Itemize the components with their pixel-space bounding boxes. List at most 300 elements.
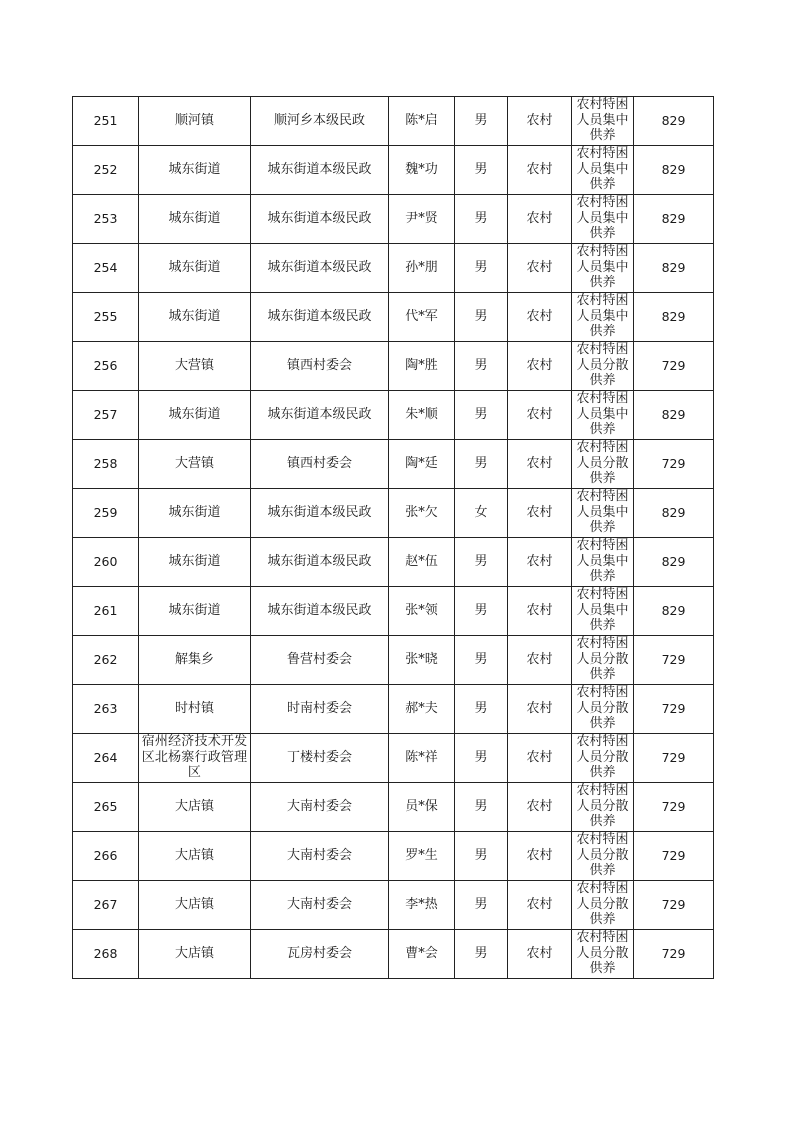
person-name-cell	[389, 293, 455, 342]
relief-type-cell	[572, 587, 634, 636]
area-type-cell	[508, 832, 572, 881]
person-name-cell	[389, 587, 455, 636]
gender-text: 男	[474, 946, 488, 961]
area-type-text: 农村	[526, 701, 553, 716]
area-type-text: 农村	[526, 456, 553, 471]
township-cell	[139, 440, 251, 489]
area-type-cell	[508, 734, 572, 783]
person-name-cell	[389, 685, 455, 734]
person-name-cell	[389, 146, 455, 195]
table-row	[73, 832, 714, 881]
area-type-text: 农村	[526, 554, 553, 569]
township-cell	[139, 636, 251, 685]
relief-type-cell	[572, 146, 634, 195]
relief-type-text: 农村特困人员分散供养	[576, 440, 629, 486]
village-committee-cell	[251, 244, 389, 293]
gender-text: 男	[474, 211, 488, 226]
person-name-cell	[389, 440, 455, 489]
area-type-cell	[508, 342, 572, 391]
relief-type-text: 农村特困人员集中供养	[576, 391, 629, 437]
row-number-cell	[73, 195, 139, 244]
gender-cell	[455, 636, 508, 685]
village-committee-text: 镇西村委会	[286, 456, 352, 471]
relief-type-cell	[572, 832, 634, 881]
row-number-text: 259	[93, 505, 118, 520]
township-text: 城东街道	[168, 309, 221, 324]
township-cell	[139, 930, 251, 979]
amount-text: 829	[661, 603, 686, 618]
row-number-cell	[73, 293, 139, 342]
amount-cell	[634, 195, 714, 244]
gender-cell	[455, 440, 508, 489]
person-name-cell	[389, 538, 455, 587]
row-number-text: 266	[93, 848, 118, 863]
amount-text: 829	[661, 505, 686, 520]
gender-text: 男	[474, 603, 488, 618]
gender-cell	[455, 881, 508, 930]
row-number-text: 261	[93, 603, 118, 618]
person-name-cell	[389, 195, 455, 244]
table-row	[73, 293, 714, 342]
village-committee-cell	[251, 587, 389, 636]
village-committee-cell	[251, 636, 389, 685]
gender-cell	[455, 734, 508, 783]
row-number-text: 268	[93, 946, 118, 961]
area-type-cell	[508, 538, 572, 587]
township-text: 城东街道	[168, 407, 221, 422]
amount-text: 729	[661, 652, 686, 667]
township-cell	[139, 195, 251, 244]
table-row	[73, 685, 714, 734]
amount-text: 729	[661, 946, 686, 961]
table-body	[73, 97, 714, 979]
village-committee-cell	[251, 342, 389, 391]
person-name-cell	[389, 881, 455, 930]
row-number-cell	[73, 440, 139, 489]
row-number-text: 252	[93, 162, 118, 177]
relief-type-cell	[572, 538, 634, 587]
row-number-cell	[73, 832, 139, 881]
row-number-text: 255	[93, 309, 118, 324]
village-committee-cell	[251, 832, 389, 881]
village-committee-text: 城东街道本级民政	[267, 162, 372, 177]
gender-cell	[455, 489, 508, 538]
amount-cell	[634, 440, 714, 489]
row-number-cell	[73, 930, 139, 979]
relief-type-cell	[572, 636, 634, 685]
area-type-cell	[508, 391, 572, 440]
person-name-cell	[389, 489, 455, 538]
township-text: 城东街道	[168, 554, 221, 569]
person-name-text: 陶*胜	[405, 358, 438, 373]
area-type-cell	[508, 489, 572, 538]
area-type-text: 农村	[526, 848, 553, 863]
gender-cell	[455, 146, 508, 195]
village-committee-text: 大南村委会	[286, 848, 352, 863]
area-type-text: 农村	[526, 211, 553, 226]
gender-cell	[455, 930, 508, 979]
gender-text: 男	[474, 848, 488, 863]
person-name-text: 孙*朋	[405, 260, 438, 275]
row-number-cell	[73, 489, 139, 538]
amount-cell	[634, 342, 714, 391]
amount-cell	[634, 293, 714, 342]
township-cell	[139, 489, 251, 538]
gender-cell	[455, 391, 508, 440]
gender-cell	[455, 342, 508, 391]
relief-type-cell	[572, 440, 634, 489]
table-row	[73, 440, 714, 489]
row-number-cell	[73, 538, 139, 587]
area-type-cell	[508, 244, 572, 293]
township-text: 城东街道	[168, 162, 221, 177]
amount-text: 829	[661, 162, 686, 177]
village-committee-cell	[251, 930, 389, 979]
township-cell	[139, 734, 251, 783]
row-number-text: 251	[93, 113, 118, 128]
person-name-text: 曹*会	[405, 946, 438, 961]
row-number-text: 263	[93, 701, 118, 716]
relief-type-cell	[572, 734, 634, 783]
area-type-cell	[508, 685, 572, 734]
amount-text: 729	[661, 701, 686, 716]
row-number-cell	[73, 783, 139, 832]
amount-text: 829	[661, 407, 686, 422]
amount-cell	[634, 685, 714, 734]
village-committee-text: 城东街道本级民政	[267, 309, 372, 324]
person-name-text: 张*晓	[405, 652, 438, 667]
row-number-text: 256	[93, 358, 118, 373]
township-cell	[139, 97, 251, 146]
person-name-text: 郝*夫	[405, 701, 438, 716]
relief-type-cell	[572, 881, 634, 930]
table-row	[73, 391, 714, 440]
village-committee-text: 城东街道本级民政	[267, 554, 372, 569]
township-text: 城东街道	[168, 260, 221, 275]
amount-text: 729	[661, 456, 686, 471]
township-cell	[139, 342, 251, 391]
township-text: 大营镇	[174, 358, 214, 373]
amount-cell	[634, 489, 714, 538]
village-committee-text: 城东街道本级民政	[267, 260, 372, 275]
township-text: 顺河镇	[174, 113, 214, 128]
row-number-text: 260	[93, 554, 118, 569]
gender-cell	[455, 538, 508, 587]
village-committee-cell	[251, 195, 389, 244]
area-type-cell	[508, 440, 572, 489]
row-number-cell	[73, 146, 139, 195]
township-cell	[139, 587, 251, 636]
person-name-text: 魏*功	[405, 162, 438, 177]
relief-type-text: 农村特困人员集中供养	[576, 293, 629, 339]
village-committee-cell	[251, 440, 389, 489]
gender-text: 男	[474, 113, 488, 128]
village-committee-text: 城东街道本级民政	[267, 603, 372, 618]
village-committee-cell	[251, 97, 389, 146]
area-type-text: 农村	[526, 309, 553, 324]
amount-cell	[634, 881, 714, 930]
village-committee-cell	[251, 734, 389, 783]
amount-cell	[634, 783, 714, 832]
amount-text: 829	[661, 211, 686, 226]
person-name-text: 员*保	[405, 799, 438, 814]
gender-text: 男	[474, 701, 488, 716]
row-number-text: 267	[93, 897, 118, 912]
area-type-text: 农村	[526, 358, 553, 373]
amount-text: 729	[661, 897, 686, 912]
village-committee-cell	[251, 685, 389, 734]
relief-type-cell	[572, 685, 634, 734]
gender-text: 男	[474, 554, 488, 569]
table-row	[73, 244, 714, 293]
gender-text: 男	[474, 652, 488, 667]
table-row	[73, 97, 714, 146]
township-cell	[139, 538, 251, 587]
person-name-cell	[389, 734, 455, 783]
relief-type-text: 农村特困人员分散供养	[576, 734, 629, 780]
area-type-cell	[508, 783, 572, 832]
gender-text: 男	[474, 260, 488, 275]
area-type-text: 农村	[526, 603, 553, 618]
amount-cell	[634, 146, 714, 195]
row-number-text: 257	[93, 407, 118, 422]
amount-text: 829	[661, 113, 686, 128]
amount-text: 729	[661, 750, 686, 765]
gender-cell	[455, 97, 508, 146]
gender-text: 男	[474, 407, 488, 422]
area-type-cell	[508, 930, 572, 979]
amount-text: 729	[661, 848, 686, 863]
table-row	[73, 195, 714, 244]
person-name-cell	[389, 636, 455, 685]
township-text: 宿州经济技术开发区北杨寨行政管理区	[141, 734, 248, 780]
gender-cell	[455, 244, 508, 293]
row-number-text: 265	[93, 799, 118, 814]
village-committee-cell	[251, 783, 389, 832]
gender-cell	[455, 685, 508, 734]
person-name-text: 李*热	[405, 897, 438, 912]
table-row	[73, 342, 714, 391]
row-number-cell	[73, 97, 139, 146]
relief-type-cell	[572, 489, 634, 538]
row-number-cell	[73, 734, 139, 783]
relief-type-text: 农村特困人员分散供养	[576, 881, 629, 927]
person-name-cell	[389, 930, 455, 979]
amount-cell	[634, 930, 714, 979]
township-text: 大店镇	[174, 799, 214, 814]
row-number-text: 258	[93, 456, 118, 471]
township-text: 大营镇	[174, 456, 214, 471]
relief-type-text: 农村特困人员集中供养	[576, 538, 629, 584]
row-number-text: 253	[93, 211, 118, 226]
township-text: 大店镇	[174, 848, 214, 863]
township-cell	[139, 832, 251, 881]
row-number-text: 264	[93, 750, 118, 765]
relief-type-text: 农村特困人员分散供养	[576, 636, 629, 682]
village-committee-text: 丁楼村委会	[286, 750, 352, 765]
relief-type-cell	[572, 97, 634, 146]
table-row	[73, 783, 714, 832]
township-cell	[139, 244, 251, 293]
person-name-text: 张*欠	[405, 505, 438, 520]
village-committee-text: 大南村委会	[286, 897, 352, 912]
village-committee-text: 瓦房村委会	[286, 946, 352, 961]
relief-type-text: 农村特困人员分散供养	[576, 783, 629, 829]
township-text: 大店镇	[174, 897, 214, 912]
township-cell	[139, 685, 251, 734]
relief-type-cell	[572, 195, 634, 244]
village-committee-text: 城东街道本级民政	[267, 407, 372, 422]
village-committee-text: 时南村委会	[286, 701, 352, 716]
area-type-text: 农村	[526, 897, 553, 912]
gender-cell	[455, 293, 508, 342]
area-type-text: 农村	[526, 750, 553, 765]
table-row	[73, 587, 714, 636]
township-text: 城东街道	[168, 211, 221, 226]
gender-text: 男	[474, 456, 488, 471]
relief-type-text: 农村特困人员集中供养	[576, 146, 629, 192]
row-number-cell	[73, 587, 139, 636]
area-type-text: 农村	[526, 260, 553, 275]
table-row	[73, 489, 714, 538]
village-committee-cell	[251, 293, 389, 342]
person-name-cell	[389, 342, 455, 391]
village-committee-text: 鲁营村委会	[286, 652, 352, 667]
amount-text: 729	[661, 358, 686, 373]
village-committee-cell	[251, 146, 389, 195]
village-committee-text: 顺河乡本级民政	[273, 113, 365, 128]
row-number-cell	[73, 244, 139, 293]
amount-cell	[634, 636, 714, 685]
township-text: 解集乡	[174, 652, 214, 667]
amount-cell	[634, 734, 714, 783]
table-row	[73, 881, 714, 930]
person-name-cell	[389, 391, 455, 440]
gender-text: 男	[474, 799, 488, 814]
area-type-cell	[508, 195, 572, 244]
person-name-text: 陈*启	[405, 113, 438, 128]
area-type-cell	[508, 587, 572, 636]
row-number-cell	[73, 636, 139, 685]
relief-type-text: 农村特困人员分散供养	[576, 930, 629, 976]
area-type-cell	[508, 146, 572, 195]
relief-type-text: 农村特困人员分散供养	[576, 342, 629, 388]
amount-text: 829	[661, 260, 686, 275]
relief-type-text: 农村特困人员集中供养	[576, 587, 629, 633]
township-cell	[139, 293, 251, 342]
relief-type-text: 农村特困人员集中供养	[576, 489, 629, 535]
area-type-cell	[508, 97, 572, 146]
relief-type-text: 农村特困人员分散供养	[576, 832, 629, 878]
person-name-text: 陶*廷	[405, 456, 438, 471]
row-number-text: 254	[93, 260, 118, 275]
village-committee-text: 大南村委会	[286, 799, 352, 814]
relief-type-cell	[572, 342, 634, 391]
row-number-cell	[73, 685, 139, 734]
area-type-text: 农村	[526, 946, 553, 961]
row-number-cell	[73, 342, 139, 391]
gender-text: 男	[474, 162, 488, 177]
person-name-cell	[389, 832, 455, 881]
village-committee-cell	[251, 391, 389, 440]
row-number-cell	[73, 391, 139, 440]
area-type-cell	[508, 636, 572, 685]
amount-cell	[634, 391, 714, 440]
area-type-cell	[508, 293, 572, 342]
person-name-text: 张*领	[405, 603, 438, 618]
amount-cell	[634, 97, 714, 146]
gender-cell	[455, 587, 508, 636]
table-row	[73, 146, 714, 195]
row-number-text: 262	[93, 652, 118, 667]
relief-type-cell	[572, 293, 634, 342]
gender-cell	[455, 195, 508, 244]
area-type-text: 农村	[526, 407, 553, 422]
person-name-text: 罗*生	[405, 848, 438, 863]
area-type-text: 农村	[526, 652, 553, 667]
amount-text: 729	[661, 799, 686, 814]
person-name-text: 代*军	[405, 309, 438, 324]
amount-text: 829	[661, 554, 686, 569]
relief-type-cell	[572, 244, 634, 293]
area-type-cell	[508, 881, 572, 930]
relief-type-text: 农村特困人员分散供养	[576, 685, 629, 731]
gender-text: 男	[474, 750, 488, 765]
village-committee-cell	[251, 538, 389, 587]
relief-type-cell	[572, 783, 634, 832]
person-name-cell	[389, 783, 455, 832]
person-name-cell	[389, 97, 455, 146]
township-cell	[139, 881, 251, 930]
person-name-text: 陈*祥	[405, 750, 438, 765]
relief-roster-table	[72, 96, 714, 979]
village-committee-cell	[251, 881, 389, 930]
area-type-text: 农村	[526, 113, 553, 128]
village-committee-text: 城东街道本级民政	[267, 211, 372, 226]
amount-cell	[634, 587, 714, 636]
amount-cell	[634, 538, 714, 587]
township-cell	[139, 783, 251, 832]
table-row	[73, 930, 714, 979]
village-committee-text: 镇西村委会	[286, 358, 352, 373]
table-row	[73, 636, 714, 685]
relief-type-cell	[572, 391, 634, 440]
township-text: 大店镇	[174, 946, 214, 961]
gender-cell	[455, 783, 508, 832]
amount-cell	[634, 832, 714, 881]
person-name-text: 朱*顺	[405, 407, 438, 422]
township-text: 城东街道	[168, 505, 221, 520]
township-text: 城东街道	[168, 603, 221, 618]
row-number-cell	[73, 881, 139, 930]
area-type-text: 农村	[526, 505, 553, 520]
gender-text: 女	[474, 505, 488, 520]
relief-type-cell	[572, 930, 634, 979]
relief-type-text: 农村特困人员集中供养	[576, 195, 629, 241]
relief-type-text: 农村特困人员集中供养	[576, 97, 629, 143]
gender-cell	[455, 832, 508, 881]
amount-text: 829	[661, 309, 686, 324]
table-row	[73, 538, 714, 587]
village-committee-cell	[251, 489, 389, 538]
person-name-cell	[389, 244, 455, 293]
village-committee-text: 城东街道本级民政	[267, 505, 372, 520]
township-cell	[139, 391, 251, 440]
relief-type-text: 农村特困人员集中供养	[576, 244, 629, 290]
area-type-text: 农村	[526, 799, 553, 814]
gender-text: 男	[474, 309, 488, 324]
person-name-text: 赵*伍	[405, 554, 438, 569]
